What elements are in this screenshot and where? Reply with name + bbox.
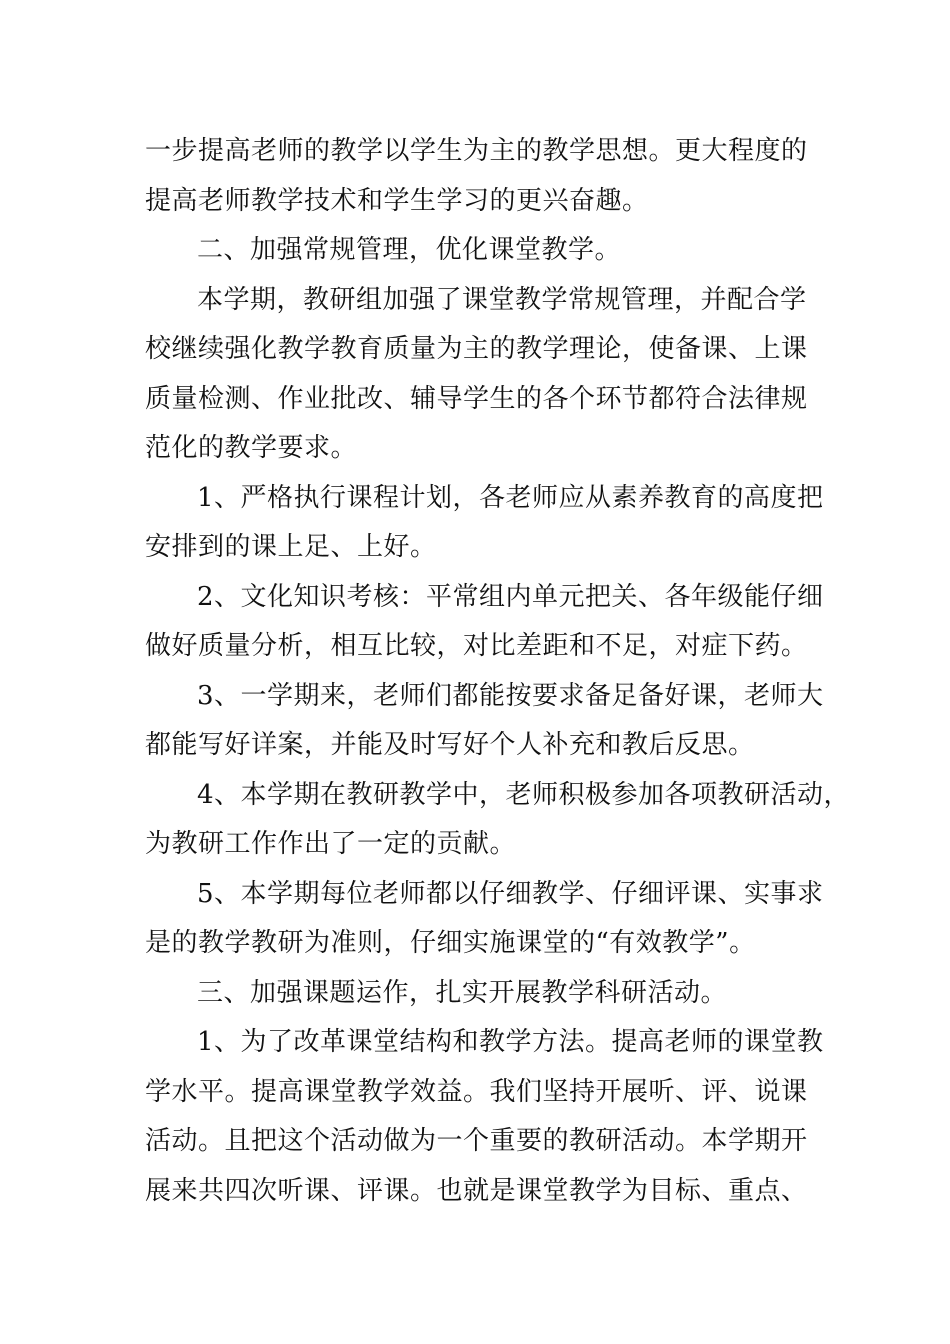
list-item: 5、本学期每位老师都以仔细教学、仔细评课、实事求 (197, 878, 824, 909)
text-line: 质量检测、作业批改、辅导学生的各个环节都符合法律规 (145, 383, 808, 414)
text-line: 是的教学教研为准则，仔细实施课堂的“有效教学”。 (145, 928, 756, 958)
text-line: 学水平。提高课堂教学效益。我们坚持开展听、评、说课 (145, 1076, 808, 1107)
list-item: 2、文化知识考核：平常组内单元把关、各年级能仔细 (197, 581, 824, 612)
text-line: 做好质量分析，相互比较，对比差距和不足，对症下药。 (145, 631, 808, 661)
text-line: 活动。且把这个活动做为一个重要的教研活动。本学期开 (145, 1126, 808, 1156)
document-body (145, 127, 851, 1216)
section-heading: 二、加强常规管理，优化课堂教学。 (197, 235, 622, 265)
list-item: 1、为了改革课堂结构和教学方法。提高老师的课堂教 (197, 1027, 824, 1057)
text-line: 为教研工作作出了一定的贡献。 (145, 829, 517, 859)
text-line: 都能写好详案，并能及时写好个人补充和教后反思。 (145, 730, 755, 760)
text-line: 安排到的课上足、上好。 (145, 532, 437, 562)
section-heading: 三、加强课题运作，扎实开展教学科研活动。 (197, 977, 728, 1008)
text-line: 范化的教学要求。 (145, 433, 358, 463)
text-line: 展来共四次听课、评课。也就是课堂教学为目标、重点、 (145, 1175, 808, 1206)
text-line: 校继续强化教学教育质量为主的教学理论，使备课、上课 (145, 334, 808, 364)
list-item: 4、本学期在教研教学中，老师积极参加各项教研活动， (197, 779, 851, 810)
text-line: 本学期，教研组加强了课堂教学常规管理，并配合学 (197, 284, 807, 315)
list-item: 1、严格执行课程计划，各老师应从素养教育的高度把 (197, 482, 824, 513)
list-item: 3、一学期来，老师们都能按要求备足备好课，老师大 (197, 680, 824, 711)
text-line: 一步提高老师的教学以学生为主的教学思想。更大程度的 (145, 136, 808, 166)
text-line: 提高老师教学技术和学生学习的更兴奋趣。 (145, 185, 649, 216)
